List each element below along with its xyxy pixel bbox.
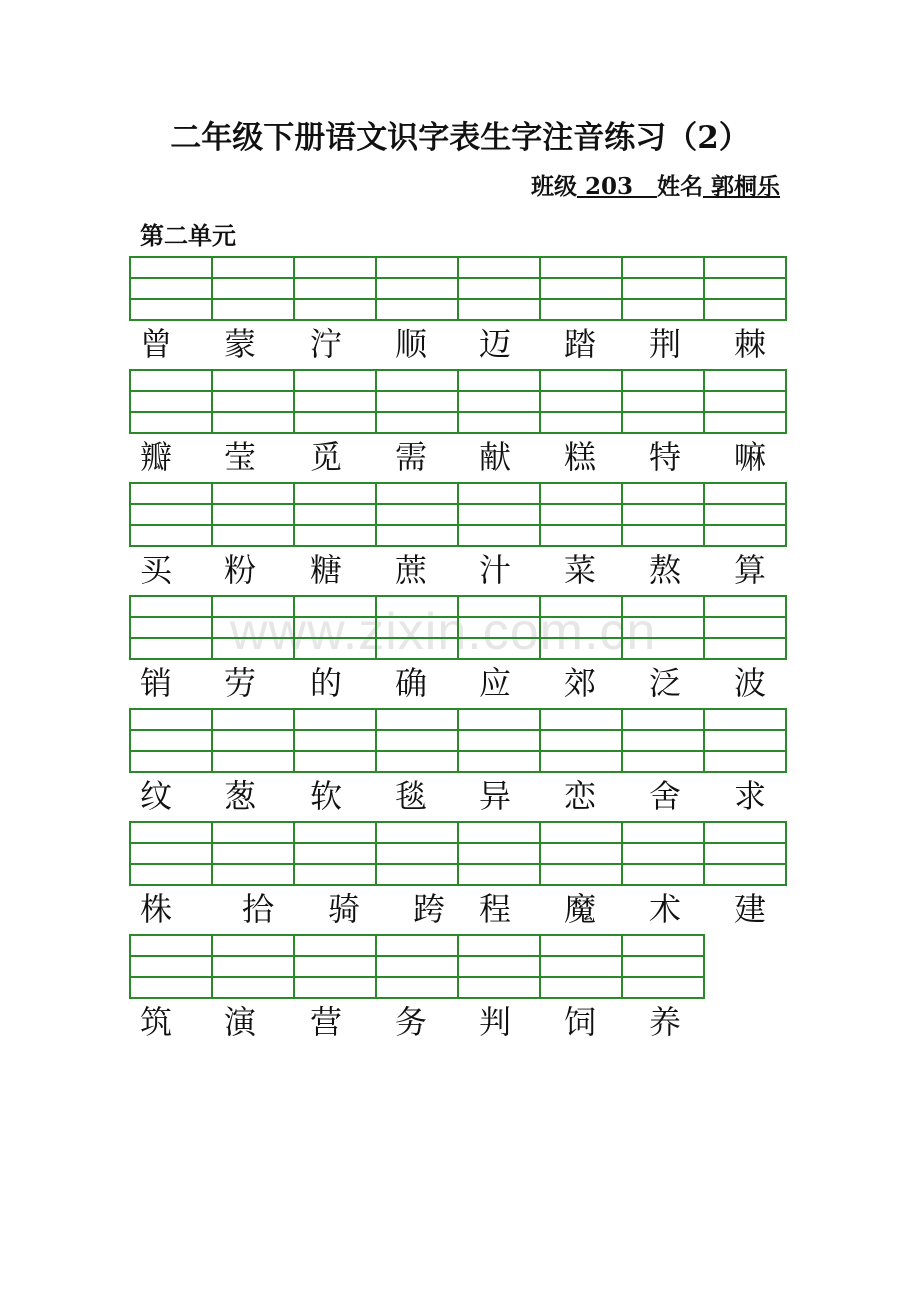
hanzi-character: 程 (479, 890, 512, 928)
hanzi-character: 莹 (224, 438, 257, 476)
hanzi-character: 异 (479, 777, 512, 815)
pinyin-cell[interactable] (376, 617, 458, 638)
pinyin-cell[interactable] (458, 730, 540, 751)
pinyin-cell[interactable] (704, 751, 786, 772)
hanzi-character: 筑 (140, 1003, 173, 1041)
hanzi-character: 瓣 (140, 438, 173, 476)
hanzi-character: 销 (140, 664, 173, 702)
pinyin-cell[interactable] (540, 709, 622, 730)
pinyin-cell[interactable] (294, 956, 376, 977)
pinyin-cell[interactable] (622, 709, 704, 730)
pinyin-cell[interactable] (540, 596, 622, 617)
hanzi-character: 术 (649, 890, 682, 928)
hanzi-character: 郊 (564, 664, 597, 702)
pinyin-cell[interactable] (376, 278, 458, 299)
pinyin-cell[interactable] (130, 504, 212, 525)
pinyin-cell[interactable] (130, 412, 212, 433)
pinyin-cell[interactable] (622, 822, 704, 843)
hanzi-character: 蔗 (395, 551, 428, 589)
pinyin-cell[interactable] (704, 483, 786, 504)
pinyin-cell[interactable] (376, 596, 458, 617)
pinyin-cell[interactable] (130, 730, 212, 751)
pinyin-cell[interactable] (212, 843, 294, 864)
pinyin-cell[interactable] (704, 504, 786, 525)
hanzi-character: 饲 (564, 1003, 597, 1041)
pinyin-cell[interactable] (294, 730, 376, 751)
hanzi-character: 曾 (140, 325, 173, 363)
hanzi-character: 株 (140, 890, 173, 928)
hanzi-character: 恋 (564, 777, 597, 815)
pinyin-cell[interactable] (540, 956, 622, 977)
pinyin-cell[interactable] (622, 864, 704, 885)
pinyin-cell[interactable] (130, 843, 212, 864)
hanzi-character: 营 (310, 1003, 343, 1041)
pinyin-cell[interactable] (376, 412, 458, 433)
class-label: 班级 (530, 173, 577, 200)
hanzi-character: 糖 (310, 551, 343, 589)
pinyin-cell[interactable] (540, 977, 622, 998)
pinyin-cell[interactable] (622, 278, 704, 299)
pinyin-cell[interactable] (130, 370, 212, 391)
pinyin-cell[interactable] (294, 751, 376, 772)
hanzi-character: 买 (140, 551, 173, 589)
pinyin-cell[interactable] (622, 257, 704, 278)
pinyin-cell[interactable] (212, 278, 294, 299)
pinyin-cell[interactable] (540, 370, 622, 391)
pinyin-cell[interactable] (622, 504, 704, 525)
pinyin-cell[interactable] (294, 822, 376, 843)
pinyin-cell[interactable] (294, 483, 376, 504)
pinyin-grid (129, 821, 787, 886)
pinyin-cell[interactable] (458, 617, 540, 638)
pinyin-cell[interactable] (212, 709, 294, 730)
pinyin-cell[interactable] (294, 412, 376, 433)
hanzi-character: 拾 (242, 890, 275, 928)
pinyin-cell[interactable] (622, 391, 704, 412)
pinyin-cell[interactable] (622, 596, 704, 617)
pinyin-cell[interactable] (622, 617, 704, 638)
pinyin-cell[interactable] (130, 751, 212, 772)
hanzi-character: 波 (734, 664, 767, 702)
pinyin-cell[interactable] (294, 525, 376, 546)
pinyin-cell[interactable] (540, 391, 622, 412)
pinyin-cell[interactable] (130, 299, 212, 320)
hanzi-character: 判 (479, 1003, 512, 1041)
hanzi-character: 算 (734, 551, 767, 589)
pinyin-cell[interactable] (704, 412, 786, 433)
hanzi-character: 觅 (310, 438, 343, 476)
pinyin-grid (129, 708, 787, 773)
pinyin-cell[interactable] (622, 370, 704, 391)
pinyin-cell[interactable] (458, 709, 540, 730)
pinyin-cell[interactable] (212, 412, 294, 433)
pinyin-cell[interactable] (704, 638, 786, 659)
pinyin-cell[interactable] (130, 483, 212, 504)
pinyin-cell[interactable] (376, 730, 458, 751)
hanzi-character: 迈 (479, 325, 512, 363)
pinyin-cell[interactable] (622, 299, 704, 320)
pinyin-cell[interactable] (622, 412, 704, 433)
pinyin-cell[interactable] (130, 391, 212, 412)
hanzi-character: 熬 (649, 551, 682, 589)
hanzi-character: 应 (479, 664, 512, 702)
pinyin-cell[interactable] (376, 709, 458, 730)
hanzi-character: 毯 (395, 777, 428, 815)
pinyin-cell[interactable] (130, 617, 212, 638)
pinyin-cell[interactable] (294, 299, 376, 320)
pinyin-cell[interactable] (294, 709, 376, 730)
hanzi-character: 养 (649, 1003, 682, 1041)
pinyin-cell[interactable] (540, 257, 622, 278)
hanzi-character: 骑 (328, 890, 361, 928)
pinyin-cell[interactable] (622, 638, 704, 659)
pinyin-cell[interactable] (294, 977, 376, 998)
pinyin-cell[interactable] (458, 935, 540, 956)
pinyin-cell[interactable] (704, 730, 786, 751)
pinyin-cell[interactable] (704, 843, 786, 864)
pinyin-cell[interactable] (704, 596, 786, 617)
hanzi-character: 顺 (395, 325, 428, 363)
pinyin-cell[interactable] (540, 525, 622, 546)
pinyin-cell[interactable] (458, 596, 540, 617)
pinyin-cell[interactable] (622, 730, 704, 751)
hanzi-character: 劳 (224, 664, 257, 702)
hanzi-character: 的 (310, 664, 343, 702)
hanzi-character: 蒙 (224, 325, 257, 363)
pinyin-cell[interactable] (458, 822, 540, 843)
pinyin-cell[interactable] (704, 525, 786, 546)
pinyin-cell[interactable] (130, 278, 212, 299)
pinyin-cell[interactable] (376, 391, 458, 412)
hanzi-character: 泛 (649, 664, 682, 702)
pinyin-cell[interactable] (294, 596, 376, 617)
pinyin-cell[interactable] (130, 638, 212, 659)
worksheet-title: 二年级下册语文识字表生字注音练习（2） (170, 120, 750, 156)
pinyin-grid (129, 482, 787, 547)
pinyin-cell[interactable] (294, 843, 376, 864)
pinyin-cell[interactable] (212, 391, 294, 412)
hanzi-character: 菜 (564, 551, 597, 589)
pinyin-cell[interactable] (704, 822, 786, 843)
pinyin-cell[interactable] (540, 299, 622, 320)
pinyin-cell[interactable] (540, 730, 622, 751)
pinyin-cell[interactable] (622, 977, 704, 998)
pinyin-cell[interactable] (130, 525, 212, 546)
pinyin-cell[interactable] (622, 525, 704, 546)
class-name-line (531, 168, 780, 201)
pinyin-cell[interactable] (704, 257, 786, 278)
pinyin-cell[interactable] (376, 935, 458, 956)
pinyin-cell[interactable] (458, 525, 540, 546)
hanzi-character: 荆 (649, 325, 682, 363)
pinyin-cell[interactable] (458, 257, 540, 278)
hanzi-character: 踏 (564, 325, 597, 363)
pinyin-cell[interactable] (458, 278, 540, 299)
pinyin-cell[interactable] (540, 483, 622, 504)
hanzi-character: 粉 (224, 551, 257, 589)
pinyin-cell[interactable] (212, 935, 294, 956)
hanzi-character: 汁 (479, 551, 512, 589)
pinyin-cell[interactable] (458, 977, 540, 998)
pinyin-cell[interactable] (376, 483, 458, 504)
pinyin-cell[interactable] (540, 751, 622, 772)
pinyin-cell[interactable] (540, 278, 622, 299)
pinyin-cell[interactable] (212, 822, 294, 843)
hanzi-character: 求 (734, 777, 767, 815)
pinyin-cell[interactable] (540, 864, 622, 885)
pinyin-grid (129, 256, 787, 321)
pinyin-cell[interactable] (704, 278, 786, 299)
pinyin-cell[interactable] (622, 483, 704, 504)
name-label: 姓名 (656, 173, 703, 200)
pinyin-cell[interactable] (212, 504, 294, 525)
pinyin-cell[interactable] (704, 617, 786, 638)
pinyin-cell[interactable] (376, 257, 458, 278)
pinyin-cell[interactable] (540, 504, 622, 525)
hanzi-character: 葱 (224, 777, 257, 815)
pinyin-cell[interactable] (212, 638, 294, 659)
pinyin-cell[interactable] (458, 370, 540, 391)
pinyin-grid (129, 369, 787, 434)
pinyin-cell[interactable] (376, 822, 458, 843)
pinyin-grid (129, 934, 705, 999)
pinyin-cell[interactable] (622, 956, 704, 977)
hanzi-character: 确 (395, 664, 428, 702)
pinyin-cell[interactable] (540, 935, 622, 956)
pinyin-cell[interactable] (458, 483, 540, 504)
pinyin-cell[interactable] (376, 299, 458, 320)
pinyin-cell[interactable] (212, 617, 294, 638)
pinyin-cell[interactable] (622, 843, 704, 864)
hanzi-character: 软 (310, 777, 343, 815)
pinyin-cell[interactable] (212, 956, 294, 977)
hanzi-character: 纹 (140, 777, 173, 815)
pinyin-cell[interactable] (458, 504, 540, 525)
pinyin-cell[interactable] (376, 977, 458, 998)
pinyin-cell[interactable] (130, 822, 212, 843)
pinyin-cell[interactable] (704, 370, 786, 391)
pinyin-cell[interactable] (540, 638, 622, 659)
pinyin-cell[interactable] (704, 299, 786, 320)
pinyin-cell[interactable] (130, 956, 212, 977)
name-value: 郭桐乐 (702, 173, 780, 200)
pinyin-cell[interactable] (130, 864, 212, 885)
pinyin-cell[interactable] (622, 935, 704, 956)
pinyin-cell[interactable] (212, 525, 294, 546)
pinyin-cell[interactable] (212, 864, 294, 885)
pinyin-cell[interactable] (704, 709, 786, 730)
hanzi-character: 棘 (734, 325, 767, 363)
pinyin-cell[interactable] (212, 483, 294, 504)
hanzi-character: 特 (649, 438, 682, 476)
pinyin-cell[interactable] (294, 278, 376, 299)
pinyin-cell[interactable] (458, 956, 540, 977)
pinyin-cell[interactable] (212, 299, 294, 320)
hanzi-character: 务 (395, 1003, 428, 1041)
pinyin-cell[interactable] (458, 864, 540, 885)
pinyin-cell[interactable] (294, 504, 376, 525)
pinyin-cell[interactable] (376, 504, 458, 525)
pinyin-cell[interactable] (130, 596, 212, 617)
pinyin-cell[interactable] (130, 935, 212, 956)
pinyin-cell[interactable] (294, 391, 376, 412)
pinyin-cell[interactable] (704, 864, 786, 885)
pinyin-cell[interactable] (622, 751, 704, 772)
pinyin-cell[interactable] (294, 257, 376, 278)
pinyin-cell[interactable] (294, 617, 376, 638)
pinyin-cell[interactable] (540, 412, 622, 433)
hanzi-character: 演 (224, 1003, 257, 1041)
pinyin-cell[interactable] (294, 370, 376, 391)
class-value: 203 (576, 173, 657, 200)
pinyin-cell[interactable] (212, 370, 294, 391)
hanzi-character: 糕 (564, 438, 597, 476)
pinyin-cell[interactable] (376, 638, 458, 659)
hanzi-character: 献 (479, 438, 512, 476)
pinyin-cell[interactable] (704, 391, 786, 412)
pinyin-cell[interactable] (458, 638, 540, 659)
pinyin-cell[interactable] (130, 709, 212, 730)
pinyin-cell[interactable] (212, 257, 294, 278)
hanzi-character: 泞 (310, 325, 343, 363)
pinyin-cell[interactable] (130, 257, 212, 278)
pinyin-cell[interactable] (458, 751, 540, 772)
pinyin-cell[interactable] (458, 299, 540, 320)
pinyin-cell[interactable] (212, 751, 294, 772)
pinyin-cell[interactable] (376, 370, 458, 391)
pinyin-cell[interactable] (540, 843, 622, 864)
hanzi-character: 跨 (413, 890, 446, 928)
pinyin-cell[interactable] (376, 751, 458, 772)
pinyin-cell[interactable] (212, 596, 294, 617)
pinyin-cell[interactable] (540, 617, 622, 638)
pinyin-cell[interactable] (212, 977, 294, 998)
hanzi-character: 嘛 (734, 438, 767, 476)
hanzi-character: 舍 (649, 777, 682, 815)
pinyin-cell[interactable] (212, 730, 294, 751)
pinyin-cell[interactable] (294, 638, 376, 659)
hanzi-character: 需 (395, 438, 428, 476)
pinyin-cell[interactable] (130, 977, 212, 998)
pinyin-cell[interactable] (376, 843, 458, 864)
hanzi-character: 魔 (564, 890, 597, 928)
pinyin-cell[interactable] (458, 412, 540, 433)
hanzi-character: 建 (734, 890, 767, 928)
watermark: www.zixin.com.cn (230, 603, 657, 661)
pinyin-cell[interactable] (458, 391, 540, 412)
pinyin-cell[interactable] (376, 864, 458, 885)
unit-heading: 第二单元 (140, 221, 236, 250)
pinyin-cell[interactable] (376, 956, 458, 977)
pinyin-cell[interactable] (458, 843, 540, 864)
pinyin-cell[interactable] (376, 525, 458, 546)
pinyin-grid (129, 595, 787, 660)
pinyin-cell[interactable] (294, 935, 376, 956)
pinyin-cell[interactable] (294, 864, 376, 885)
pinyin-cell[interactable] (540, 822, 622, 843)
